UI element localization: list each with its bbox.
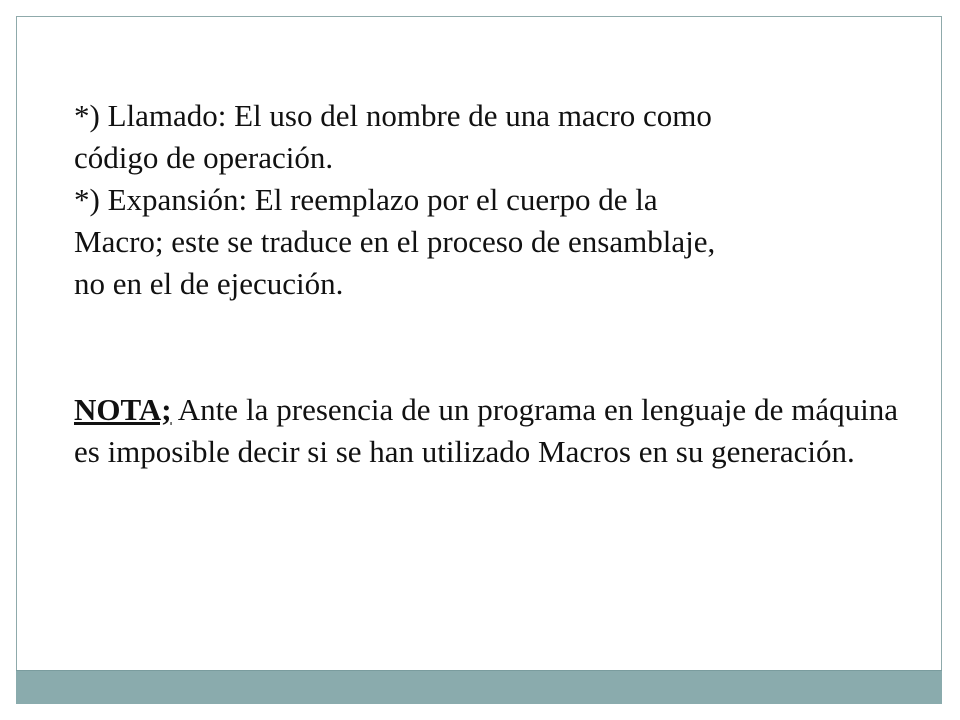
spacer [74, 305, 898, 389]
definition-line: *) Expansión: El reemplazo por el cuerpo de la [74, 182, 658, 217]
definition-expansion [74, 179, 898, 305]
definition-line: no en el de ejecución. [74, 266, 344, 301]
note-paragraph [74, 389, 898, 473]
definition-llamado [74, 95, 898, 179]
definition-line: código de operación. [74, 140, 334, 175]
note-label: NOTA; [74, 392, 172, 427]
definition-line: Macro; este se traduce en el proceso de ensamblaje, [74, 224, 716, 259]
definition-line: *) Llamado: El uso del nombre de una macro como [74, 98, 712, 133]
note-text: Ante la presencia de un programa en lenguaje de máquina es imposible decir si se han utilizado Macros en su generación. [74, 392, 898, 469]
slide-content [74, 95, 898, 473]
footer-bar [16, 670, 942, 704]
